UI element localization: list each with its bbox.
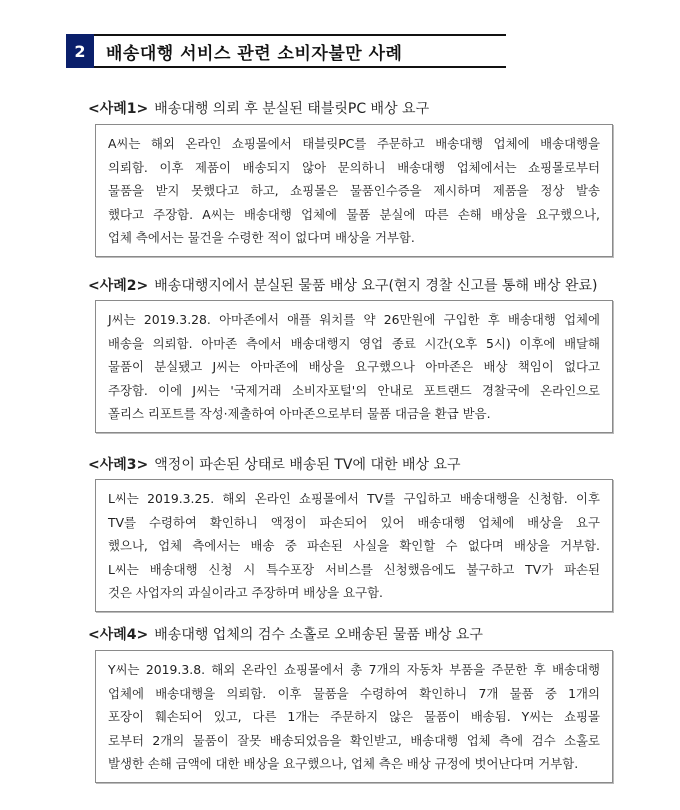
case-4-tag: <사례4> (88, 627, 149, 643)
case-2-tag: <사례2> (88, 278, 149, 294)
case-4-heading (88, 624, 483, 644)
case-3-line: 것은 사업자의 과실이라고 주장하며 배상을 요구함. (108, 585, 383, 600)
case-3-box (95, 479, 613, 612)
case-3-line: L씨는 배송대행 신청 시 특수포장 서비스를 신청했음에도 불구하고 TV가 파손된 (108, 561, 600, 577)
case-3-line: L씨는 2019.3.25. 해외 온라인 쇼핑몰에서 TV를 구입하고 배송대행을 신청함. 이후 (108, 491, 600, 506)
case-2-box (95, 300, 613, 433)
case-1-box (95, 124, 613, 257)
case-2-line: J씨는 2019.3.28. 아마존에서 애플 워치를 약 26만원에 구입한 후 배송대행 업체에 (108, 312, 600, 327)
case-3-line: 했으나, 업체 측에서는 배송 중 파손된 사실을 확인할 수 없다며 배상을 거부함. (108, 538, 600, 553)
case-3-heading (88, 454, 461, 474)
section-number: 2 (66, 34, 94, 68)
case-3-tag: <사례3> (88, 457, 149, 473)
section-rule-top (94, 34, 506, 36)
case-2-line: 폴리스 리포트를 작성·제출하여 아마존으로부터 물품 대금을 환급 받음. (108, 406, 491, 421)
case-1-heading (88, 98, 429, 118)
case-4-line: 로부터 2개의 물품이 잘못 배송되었음을 확인받고, 배송대행 업체 측에 검수 소홀로 (108, 732, 600, 748)
case-1-line: A씨는 해외 온라인 쇼핑몰에서 태블릿PC를 주문하고 배송대행 업체에 배송대행을 (108, 136, 600, 151)
section-rule-bottom (94, 66, 506, 68)
section-title: 배송대행 서비스 관련 소비자불만 사례 (106, 44, 403, 64)
case-2-line: 주장함. 이에 J씨는 '국제거래 소비자포털'의 안내로 포트랜드 경찰국에 온라인으로 (108, 382, 600, 398)
case-4-line: 발생한 손해 금액에 대한 배상을 요구했으나, 업체 측은 배상 규정에 벗어난다며 거부함. (108, 756, 579, 771)
case-4-line: 업체에 배송대행을 의뢰함. 이후 물품을 수령하여 확인하니 7개 물품 중 1개의 (108, 685, 600, 701)
case-1-title: 배송대행 의뢰 후 분실된 태블릿PC 배상 요구 (154, 101, 430, 117)
case-2-line: 배송을 의뢰함. 아마존 측에서 배송대행지 영업 종료 시간(오후 5시) 이후에 배달해 (108, 335, 600, 351)
case-1-line: 물품을 받지 못했다고 하고, 쇼핑몰은 물품인수증을 제시하며 제품을 정상 발송 (108, 183, 600, 198)
case-2-heading (88, 275, 597, 295)
case-3-title: 액정이 파손된 상태로 배송된 TV에 대한 배상 요구 (154, 457, 461, 473)
case-1-line: 업체 측에서는 물건을 수령한 적이 없다며 배상을 거부함. (108, 230, 415, 245)
section-header (66, 34, 506, 68)
case-2-line: 물품이 분실됐고 J씨는 아마존에 배상을 요구했으나 아마존은 배상 책임이 없다고 (108, 359, 600, 374)
case-4-title: 배송대행 업체의 검수 소홀로 오배송된 물품 배상 요구 (154, 627, 483, 643)
case-3-line: TV를 수령하여 확인하니 액정이 파손되어 있어 배송대행 업체에 배상을 요구 (108, 514, 600, 530)
case-2-title: 배송대행지에서 분실된 물품 배상 요구(현지 경찰 신고를 통해 배상 완료) (154, 278, 598, 294)
case-4-line: 포장이 훼손되어 있고, 다른 1개는 주문하지 않은 물품이 배송됨. Y씨는 쇼핑몰 (108, 709, 600, 724)
case-1-line: 의뢰함. 이후 제품이 배송되지 않아 문의하니 배송대행 업체에서는 쇼핑몰로부터 (108, 159, 600, 175)
case-1-tag: <사례1> (88, 101, 149, 117)
case-4-line: Y씨는 2019.3.8. 해외 온라인 쇼핑몰에서 총 7개의 자동차 부품을 주문한 후 배송대행 (108, 662, 600, 677)
case-4-box (95, 650, 613, 783)
case-1-line: 했다고 주장함. A씨는 배송대행 업체에 물품 분실에 따른 손해 배상을 요구했으나, (108, 206, 600, 222)
